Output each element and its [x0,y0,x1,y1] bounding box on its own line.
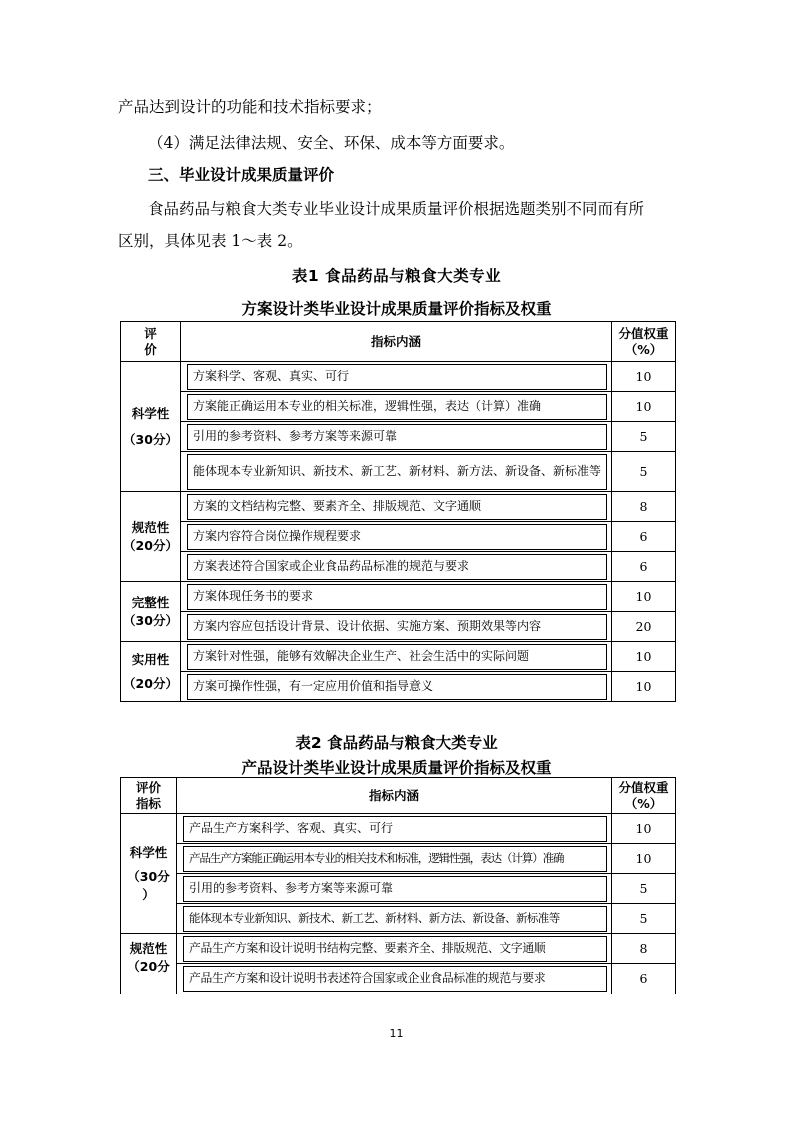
weight-cell: 10 [612,672,676,702]
header-indicator: 指标内涵 [177,778,612,814]
category-cell: 实用性 （20分） [121,642,181,702]
table-row [121,904,676,934]
indicator-cell: 方案的文档结构完整、要素齐全、排版规范、文字通顺 [181,492,612,522]
table-row [121,814,676,844]
table-header-row [121,778,676,814]
table-row [121,452,676,492]
table-row [121,362,676,392]
weight-cell: 6 [612,552,676,582]
weight-cell: 5 [612,452,676,492]
category-cell: 科学性 （30分 ） [121,814,177,934]
table-row [121,522,676,552]
table2-caption-line1: 表2 食品药品与粮食大类专业 [295,734,498,752]
section-heading: 三、毕业设计成果质量评价 [148,166,335,184]
table1 [120,321,676,702]
weight-cell: 20 [612,612,676,642]
table1-caption-line1: 表1 食品药品与粮食大类专业 [291,267,502,285]
table-row [121,672,676,702]
indicator-cell: 方案科学、客观、真实、可行 [181,362,612,392]
table-header-row [121,322,676,362]
weight-cell: 10 [612,362,676,392]
requirement-item-4: （4）满足法律法规、安全、环保、成本等方面要求。 [148,134,515,152]
indicator-cell: 方案可操作性强，有一定应用价值和指导意义 [181,672,612,702]
category-cell: 科学性 （30分） [121,362,181,492]
indicator-cell: 产品生产方案和设计说明书表述符合国家或企业食品标准的规范与要求 [177,964,612,994]
indicator-cell: 能体现本专业新知识、新技术、新工艺、新材料、新方法、新设备、新标准等 [177,904,612,934]
indicator-cell: 产品生产方案能正确运用本专业的相关技术和标准，逻辑性强，表达（计算）准确 [177,844,612,874]
table-row [121,492,676,522]
table-row [121,934,676,964]
indicator-cell: 方案内容符合岗位操作规程要求 [181,522,612,552]
indicator-cell: 引用的参考资料、参考方案等来源可靠 [181,422,612,452]
header-criterion: 评 价 [121,322,181,362]
table-row [121,642,676,672]
body-text-line: 食品药品与粮食大类专业毕业设计成果质量评价根据选题类别不同而有所 [148,200,645,218]
body-text-line: 产品达到设计的功能和技术指标要求； [118,98,382,116]
table-row [121,612,676,642]
weight-cell: 6 [612,964,676,994]
table-row [121,874,676,904]
indicator-cell: 方案体现任务书的要求 [181,582,612,612]
indicator-cell: 能体现本专业新知识、新技术、新工艺、新材料、新方法、新设备、新标准等 [181,452,612,492]
weight-cell: 8 [612,934,676,964]
indicator-cell: 产品生产方案和设计说明书结构完整、要素齐全、排版规范、文字通顺 [177,934,612,964]
table2 [120,777,676,994]
weight-cell: 10 [612,392,676,422]
table2-caption-line2: 产品设计类毕业设计成果质量评价指标及权重 [241,759,552,777]
indicator-cell: 方案表述符合国家或企业食品药品标准的规范与要求 [181,552,612,582]
weight-cell: 10 [612,844,676,874]
weight-cell: 10 [612,814,676,844]
body-text-line: 区别，具体见表 1～表 2。 [118,232,303,250]
indicator-cell: 引用的参考资料、参考方案等来源可靠 [177,874,612,904]
weight-cell: 6 [612,522,676,552]
indicator-cell: 方案内容应包括设计背景、设计依据、实施方案、预期效果等内容 [181,612,612,642]
header-weight: 分值权重 （%） [612,322,676,362]
weight-cell: 5 [612,874,676,904]
table-row [121,582,676,612]
table1-caption-line2: 方案设计类毕业设计成果质量评价指标及权重 [241,300,552,318]
table-row [121,844,676,874]
page-number: 11 [389,1027,404,1040]
indicator-cell: 产品生产方案科学、客观、真实、可行 [177,814,612,844]
category-cell: 规范性 （20分 [121,934,177,994]
weight-cell: 8 [612,492,676,522]
category-cell: 完整性 （30分） [121,582,181,642]
category-cell: 规范性 （20分） [121,492,181,582]
table-row [121,964,676,994]
header-weight: 分值权重 （%） [612,778,676,814]
table-row [121,422,676,452]
weight-cell: 5 [612,422,676,452]
indicator-cell: 方案针对性强，能够有效解决企业生产、社会生活中的实际问题 [181,642,612,672]
indicator-cell: 方案能正确运用本专业的相关标准，逻辑性强，表达（计算）准确 [181,392,612,422]
table-row [121,552,676,582]
header-indicator: 指标内涵 [181,322,612,362]
header-criterion: 评价 指标 [121,778,177,814]
weight-cell: 10 [612,582,676,612]
weight-cell: 10 [612,642,676,672]
weight-cell: 5 [612,904,676,934]
table-row [121,392,676,422]
